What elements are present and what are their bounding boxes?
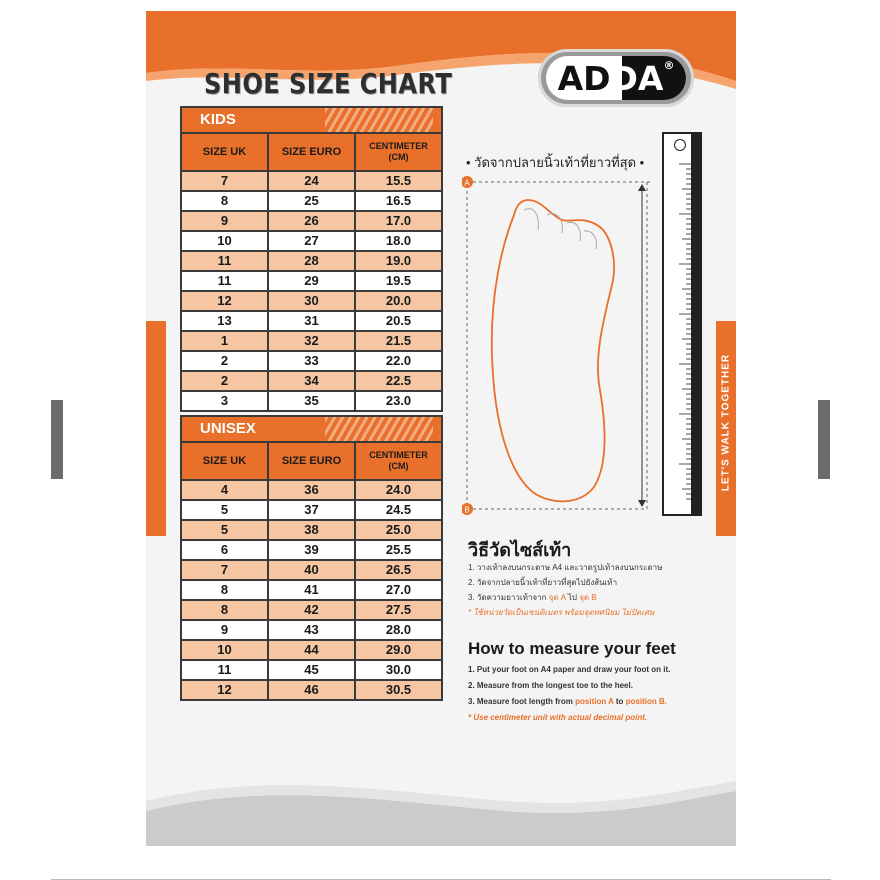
thai-guide-steps	[468, 560, 662, 620]
table-row	[182, 332, 441, 350]
english-note: * Use centimeter unit with actual decimal point.	[468, 713, 648, 722]
cell-centimeter: 24.5	[356, 501, 441, 519]
table-row	[182, 292, 441, 310]
cell-size-uk: 7	[182, 561, 267, 579]
table-row	[182, 272, 441, 290]
table-row	[182, 661, 441, 679]
cell-size-uk: 12	[182, 292, 267, 310]
cell-size-euro: 39	[269, 541, 354, 559]
ruler-ticks	[664, 134, 692, 514]
table-row	[182, 392, 441, 410]
cell-centimeter: 23.0	[356, 392, 441, 410]
left-decor-banner	[146, 321, 166, 536]
cell-size-euro: 25	[269, 192, 354, 210]
cell-centimeter: 20.5	[356, 312, 441, 330]
slogan-text: LET'S WALK TOGETHER	[720, 353, 732, 492]
cell-size-uk: 1	[182, 332, 267, 350]
cell-size-euro: 41	[269, 581, 354, 599]
kids-table-header	[182, 108, 441, 132]
cell-size-uk: 3	[182, 392, 267, 410]
cell-centimeter: 22.0	[356, 352, 441, 370]
table-row	[182, 581, 441, 599]
table-row	[182, 621, 441, 639]
cell-size-euro: 27	[269, 232, 354, 250]
table-row	[182, 372, 441, 390]
point-a-label: A	[464, 178, 470, 188]
page-title: SHOE SIZE CHART	[204, 67, 453, 100]
cell-centimeter: 26.5	[356, 561, 441, 579]
col-size-uk: SIZE UK	[182, 443, 267, 479]
table-row	[182, 252, 441, 270]
unisex-table-header	[182, 417, 441, 441]
table-row	[182, 352, 441, 370]
foot-caption: • วัดจากปลายนิ้วเท้าที่ยาวที่สุด •	[466, 155, 645, 170]
cell-size-euro: 44	[269, 641, 354, 659]
thai-guide-title: วิธีวัดไซส์เท้า	[468, 540, 572, 560]
kids-size-table	[180, 106, 443, 412]
cell-size-euro: 38	[269, 521, 354, 539]
unisex-size-table	[180, 415, 443, 701]
col-size-euro: SIZE EURO	[269, 134, 354, 170]
cell-size-uk: 12	[182, 681, 267, 699]
cell-size-uk: 8	[182, 581, 267, 599]
cell-centimeter: 25.5	[356, 541, 441, 559]
cell-size-uk: 4	[182, 481, 267, 499]
cell-size-uk: 9	[182, 621, 267, 639]
slogan-banner	[716, 321, 736, 536]
cell-size-uk: 7	[182, 172, 267, 190]
cell-size-uk: 10	[182, 232, 267, 250]
cell-size-euro: 30	[269, 292, 354, 310]
cell-centimeter: 19.5	[356, 272, 441, 290]
cell-centimeter: 25.0	[356, 521, 441, 539]
cell-centimeter: 22.5	[356, 372, 441, 390]
cell-centimeter: 29.0	[356, 641, 441, 659]
cell-size-euro: 46	[269, 681, 354, 699]
table-row	[182, 681, 441, 699]
english-guide-title: How to measure your feet	[468, 639, 676, 658]
table-row	[182, 541, 441, 559]
cell-centimeter: 30.0	[356, 661, 441, 679]
cell-centimeter: 27.5	[356, 601, 441, 619]
measuring-ruler	[662, 132, 702, 516]
table-row	[182, 172, 441, 190]
english-step-1: 1. Put your foot on A4 paper and draw your foot on it.	[468, 665, 671, 674]
thai-note: * ใช้หน่วยวัดเป็นเซนติเมตร พร้อมจุดทศนิยม ไม่ปัดเศษ	[468, 608, 655, 617]
table-row	[182, 192, 441, 210]
cell-centimeter: 21.5	[356, 332, 441, 350]
size-chart-poster	[146, 11, 736, 846]
table-row	[182, 212, 441, 230]
unisex-label: UNISEX	[200, 420, 256, 437]
cell-size-euro: 35	[269, 392, 354, 410]
english-step-3: 3. Measure foot length from position A to position B.	[468, 697, 668, 706]
cell-size-uk: 6	[182, 541, 267, 559]
cell-size-uk: 10	[182, 641, 267, 659]
cell-size-euro: 32	[269, 332, 354, 350]
cell-centimeter: 17.0	[356, 212, 441, 230]
thai-step-2: 2. วัดจากปลายนิ้วเท้าที่ยาวที่สุดไปยังส้นเท้า	[468, 578, 618, 587]
cell-size-uk: 9	[182, 212, 267, 230]
kids-column-headers	[182, 134, 441, 170]
english-guide-steps	[468, 662, 670, 726]
kids-label: KIDS	[200, 111, 236, 128]
cell-size-euro: 24	[269, 172, 354, 190]
cell-size-euro: 29	[269, 272, 354, 290]
kids-rows	[182, 172, 441, 410]
table-row	[182, 641, 441, 659]
cell-size-uk: 5	[182, 521, 267, 539]
table-row	[182, 521, 441, 539]
cell-size-uk: 8	[182, 192, 267, 210]
col-size-uk: SIZE UK	[182, 134, 267, 170]
cell-size-uk: 11	[182, 272, 267, 290]
cell-size-euro: 43	[269, 621, 354, 639]
table-row	[182, 561, 441, 579]
thai-step-1: 1. วางเท้าลงบนกระดาษ A4 และวาดรูปเท้าลงบนกระดาษ	[468, 563, 663, 572]
cell-centimeter: 18.0	[356, 232, 441, 250]
cell-size-euro: 28	[269, 252, 354, 270]
cell-centimeter: 19.0	[356, 252, 441, 270]
table-row	[182, 501, 441, 519]
cell-size-euro: 31	[269, 312, 354, 330]
cell-centimeter: 16.5	[356, 192, 441, 210]
english-step-2: 2. Measure from the longest toe to the heel.	[468, 681, 633, 690]
cell-size-uk: 8	[182, 601, 267, 619]
foot-outline-diagram	[462, 175, 662, 520]
cell-size-uk: 13	[182, 312, 267, 330]
cell-centimeter: 27.0	[356, 581, 441, 599]
cell-size-uk: 11	[182, 661, 267, 679]
unisex-column-headers	[182, 443, 441, 479]
cell-centimeter: 24.0	[356, 481, 441, 499]
col-size-euro: SIZE EURO	[269, 443, 354, 479]
cell-size-euro: 33	[269, 352, 354, 370]
cell-size-euro: 45	[269, 661, 354, 679]
table-row	[182, 232, 441, 250]
cell-size-euro: 37	[269, 501, 354, 519]
adda-logo: ADDA®	[538, 49, 694, 107]
cell-size-euro: 26	[269, 212, 354, 230]
cell-size-uk: 2	[182, 352, 267, 370]
cell-size-euro: 36	[269, 481, 354, 499]
table-row	[182, 481, 441, 499]
cell-centimeter: 20.0	[356, 292, 441, 310]
cell-size-euro: 40	[269, 561, 354, 579]
point-b-label: B	[464, 505, 470, 515]
cell-size-euro: 34	[269, 372, 354, 390]
table-row	[182, 312, 441, 330]
cell-size-uk: 11	[182, 252, 267, 270]
cell-centimeter: 15.5	[356, 172, 441, 190]
cell-size-uk: 2	[182, 372, 267, 390]
right-scroll-handle[interactable]	[818, 400, 830, 479]
table-row	[182, 601, 441, 619]
col-centimeter: CENTIMETER (CM)	[356, 443, 441, 479]
col-centimeter: CENTIMETER (CM)	[356, 134, 441, 170]
left-scroll-handle[interactable]	[51, 400, 63, 479]
cell-centimeter: 28.0	[356, 621, 441, 639]
cell-centimeter: 30.5	[356, 681, 441, 699]
thai-step-3: 3. วัดความยาวเท้าจาก จุด A ไป จุด B	[468, 593, 597, 602]
cell-size-euro: 42	[269, 601, 354, 619]
cell-size-uk: 5	[182, 501, 267, 519]
unisex-rows	[182, 481, 441, 699]
